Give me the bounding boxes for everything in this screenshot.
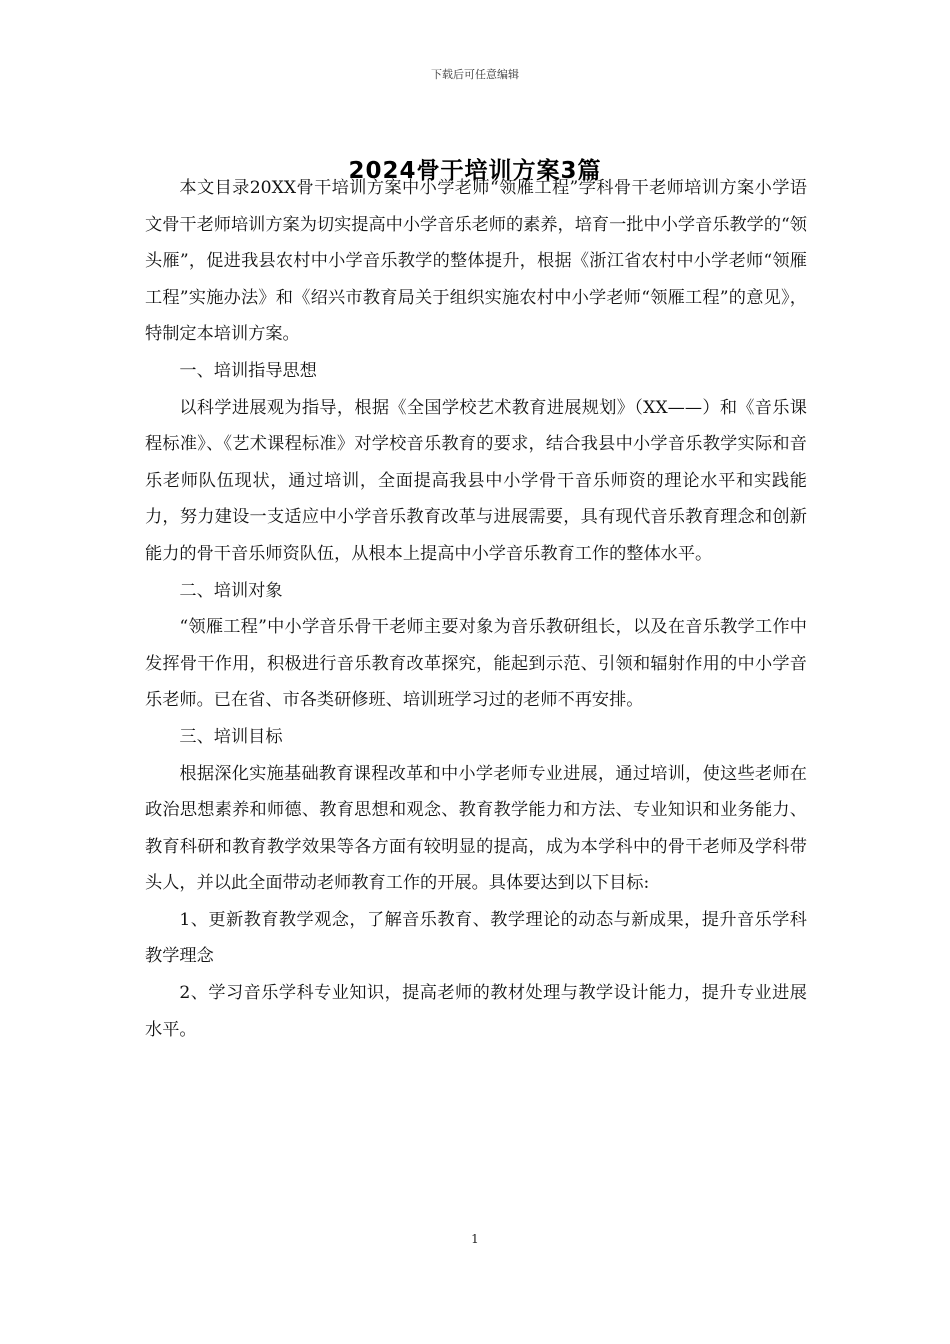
section-heading-training-goals: 三、培训目标 [179, 726, 283, 747]
section-heading-training-target: 二、培训对象 [179, 580, 283, 601]
section-heading-guiding-ideology: 一、培训指导思想 [179, 360, 317, 381]
training-goals-paragraph: 根据深化实施基础教育课程改革和中小学老师专业进展，通过培训，使这些老师在政治思想素养和师德、教育思想和观念、教育教学能力和方法、专业知识和业务能力、教育科研和教育教学效果等各方面有较明显的提高，成为本学科中的骨干老师及学科带头人，并以此全面带动老师教育工作的开展。具体要达到以下目标: [145, 763, 807, 894]
training-target-paragraph: “领雁工程”中小学音乐骨干老师主要对象为音乐教研组长，以及在音乐教学工作中发挥骨干作用，积极进行音乐教育改革探究，能起到示范、引领和辐射作用的中小学音乐老师。已在省、市各类研修班、培训班学习过的老师不再安排。 [145, 617, 807, 711]
page-number: 1 [471, 1232, 479, 1246]
goal-item-2: 2、学习音乐学科专业知识，提高老师的教材处理与教学设计能力，提升专业进展水平。 [145, 983, 807, 1040]
goal-item-1: 1、更新教育教学观念，了解音乐教育、教学理论的动态与新成果，提升音乐学科教学理念 [145, 909, 807, 967]
guiding-ideology-paragraph: 以科学进展观为指导，根据《全国学校艺术教育进展规划》（XX——）和《音乐课程标准》、《艺术课程标准》对学校音乐教育的要求，结合我县中小学音乐教学实际和音乐老师队伍现状，通过培训，全面提高我县中小学骨干音乐师资的理论水平和实践能力，努力建设一支适应中小学音乐教育改革与进展需要，具有现代音乐教育理念和创新能力的骨干音乐师资队伍，从根本上提高中小学音乐教育工作的整体水平。 [145, 397, 807, 564]
intro-paragraph: 本文目录20XX骨干培训方案中小学老师“领雁工程”学科骨干老师培训方案小学语文骨干老师培训方案为切实提高中小学音乐老师的素养，培育一批中小学音乐教学的“领头雁”，促进我县农村中小学音乐教学的整体提升，根据《浙江省农村中小学老师“领雁工程”实施办法》和《绍兴市教育局关于组织实施农村中小学老师“领雁工程”的意见》，特制定本培训方案。 [145, 178, 807, 345]
document-body [145, 170, 807, 1048]
header-note: 下载后可任意编辑 [431, 68, 519, 81]
document-title: 2024骨干培训方案3篇 [348, 158, 602, 184]
